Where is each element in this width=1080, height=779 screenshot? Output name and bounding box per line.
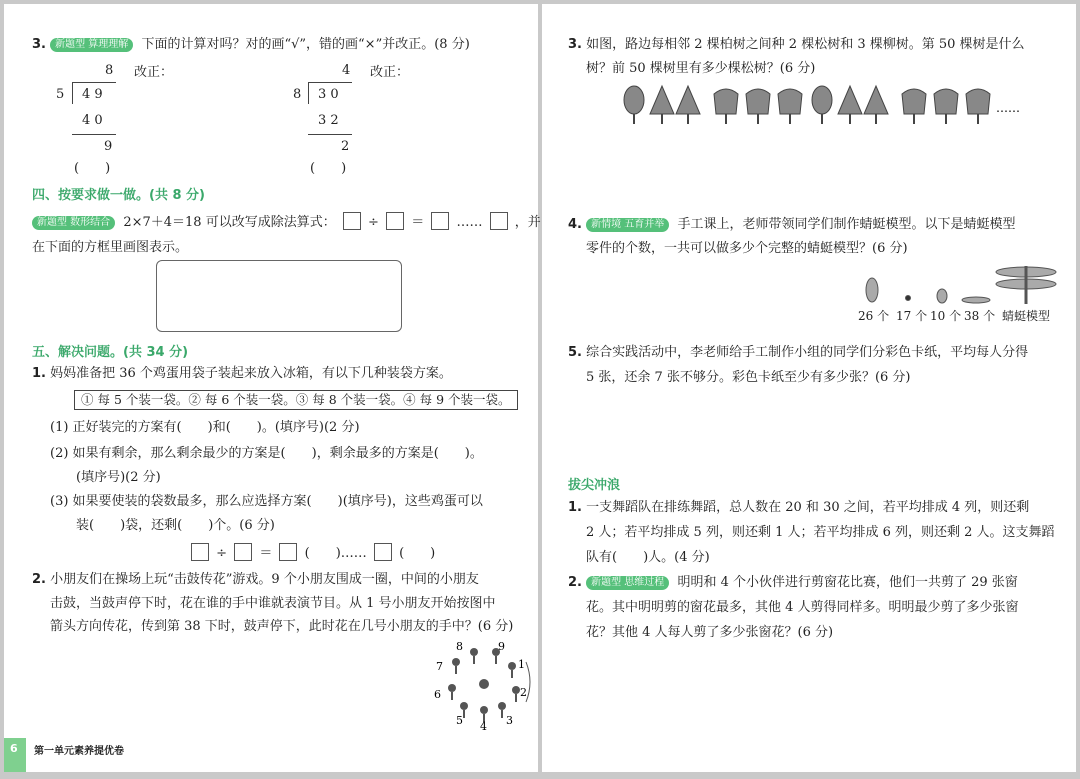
calc1-product: 4 0 xyxy=(82,113,103,128)
calc2-quotient: 4 xyxy=(342,63,351,78)
question-badge: 新题型 算理理解 xyxy=(50,38,133,52)
calc1-answer[interactable]: ( ) xyxy=(74,161,111,176)
calc2-bracket-top xyxy=(308,82,352,83)
question-badge: 新题型 数形结合 xyxy=(32,216,115,230)
question-3: 3. 新题型 算理理解 下面的计算对吗？对的画“√”，错的画“×”并改正。(8 分) xyxy=(32,37,470,52)
circle-label: 8 xyxy=(456,640,463,653)
section-4-text-line2: 在下面的方框里画图表示。 xyxy=(32,240,189,255)
left-page xyxy=(4,4,541,772)
question-5-1: 1. 妈妈准备把 36 个鸡蛋用袋子装起来放入冰箱，有以下几种装袋方案。 xyxy=(32,366,452,381)
question-5-2-line3: 箭头方向传花，传到第 38 下时，鼓声停下，此时花在几号小朋友的手中？(6 分) xyxy=(50,619,514,634)
section-4-text: 新题型 数形结合 2×7＋4＝18 可以改写成除法算式： ÷ ＝ …… ，并 xyxy=(32,212,541,232)
calc2-remainder: 2 xyxy=(341,139,350,154)
challenge-q1-line2: 2 人；若平均排成 5 列，则还剩 1 人；若平均排成 6 列，则还剩 2 人。这支舞蹈 xyxy=(586,525,1055,540)
footer-page-number: 6 xyxy=(10,742,18,755)
circle-label: 2 xyxy=(520,686,527,699)
calc1-underline xyxy=(72,134,116,135)
calc2-fix-label: 改正： xyxy=(370,65,410,80)
question-r4: 4. 新情境 五育并举 手工课上，老师带领同学们制作蜻蜓模型。以下是蜻蜓模型 xyxy=(568,217,1016,232)
circle-label: 5 xyxy=(456,714,463,727)
drawing-box[interactable] xyxy=(156,260,402,332)
calc1-quotient: 8 xyxy=(105,63,114,78)
section-4-title: 四、按要求做一做。(共 8 分) xyxy=(32,188,205,203)
footer-title: 第一单元素养提优卷 xyxy=(34,746,124,757)
answer-box[interactable] xyxy=(374,543,392,561)
sub-question-2b: (填序号)(2 分) xyxy=(76,470,161,485)
circle-label: 1 xyxy=(518,658,525,671)
answer-box[interactable] xyxy=(234,543,252,561)
calc2-dividend: 3 0 xyxy=(318,87,339,102)
answer-box[interactable] xyxy=(191,543,209,561)
formula-row: ÷ ＝ ( )…… ( ) xyxy=(188,543,435,563)
circle-label: 6 xyxy=(434,688,441,701)
challenge-q1: 1. 一支舞蹈队在排练舞蹈，总人数在 20 和 30 之间，若平均排成 4 列，则还剩 xyxy=(568,500,1030,515)
tree-ellipsis: …… xyxy=(996,101,1020,115)
circle-label: 4 xyxy=(480,720,487,730)
options-box: ① 每 5 个装一袋。② 每 6 个装一袋。③ 每 8 个装一袋。④ 每 9 个装一袋。 xyxy=(74,390,518,410)
question-r5-line2: 5 张，还余 7 张不够分。彩色卡纸至少有多少张？(6 分) xyxy=(586,370,911,385)
challenge-q2-line3: 花？其他 4 人每人剪了多少张窗花？(6 分) xyxy=(586,625,834,640)
section-5-title: 五、解决问题。(共 34 分) xyxy=(32,345,189,360)
circle-label: 9 xyxy=(498,640,505,653)
question-r3-line2: 树？前 50 棵树里有多少棵松树？(6 分) xyxy=(586,61,816,76)
circle-label: 3 xyxy=(506,714,513,727)
challenge-q1-line3: 队有( )人。(4 分) xyxy=(586,550,710,565)
calc2-bracket-side xyxy=(308,82,309,104)
part-label: 26 个 xyxy=(858,309,890,323)
sub-question-3: (3) 如果要使装的袋数最多，那么应选择方案( )(填序号)，这些鸡蛋可以 xyxy=(50,494,483,509)
calc2-answer[interactable]: ( ) xyxy=(310,161,347,176)
part-label: 38 个 xyxy=(964,309,996,323)
part-label: 10 个 xyxy=(930,309,962,323)
right-page xyxy=(542,4,1076,772)
question-r3: 3. 如图，路边每相邻 2 棵柏树之间种 2 棵松树和 3 棵柳树。第 50 棵树是什么 xyxy=(568,37,1025,52)
question-5-2: 2. 小朋友们在操场上玩“击鼓传花”游戏。9 个小朋友围成一圈，中间的小朋友 xyxy=(32,572,479,587)
question-r5: 5. 综合实践活动中，李老师给手工制作小组的同学们分彩色卡纸，平均每人分得 xyxy=(568,345,1029,360)
sub-question-1: (1) 正好装完的方案有( )和( )。(填序号)(2 分) xyxy=(50,420,360,435)
answer-box[interactable] xyxy=(386,212,404,230)
answer-box[interactable] xyxy=(431,212,449,230)
question-badge: 新情境 五育并举 xyxy=(586,218,669,232)
sub-question-3b: 装( )袋，还剩( )个。(6 分) xyxy=(76,518,275,533)
calc1-bracket-side xyxy=(72,82,73,104)
calc1-bracket-top xyxy=(72,82,116,83)
calc1-fix-label: 改正： xyxy=(134,65,174,80)
question-badge: 新题型 思维过程 xyxy=(586,576,669,590)
answer-box[interactable] xyxy=(343,212,361,230)
sub-question-2: (2) 如果有剩余，那么剩余最少的方案是( )，剩余最多的方案是( )。 xyxy=(50,446,483,461)
answer-box[interactable] xyxy=(279,543,297,561)
calc2-divisor: 8 xyxy=(293,87,302,102)
calc2-product: 3 2 xyxy=(318,113,339,128)
calc1-remainder: 9 xyxy=(104,139,113,154)
children-circle-illustration xyxy=(426,640,536,730)
calc1-divisor: 5 xyxy=(56,87,65,102)
question-r4-line2: 零件的个数，一共可以做多少个完整的蜻蜓模型？(6 分) xyxy=(586,241,908,256)
tree-row-illustration xyxy=(622,84,1022,128)
answer-box[interactable] xyxy=(490,212,508,230)
calc1-dividend: 4 9 xyxy=(82,87,103,102)
challenge-q2: 2. 新题型 思维过程 明明和 4 个小伙伴进行剪窗花比赛，他们一共剪了 29 张窗 xyxy=(568,575,1018,590)
question-5-2-line2: 击鼓，当鼓声停下时，花在谁的手中谁就表演节目。从 1 号小朋友开始按图中 xyxy=(50,596,496,611)
part-label: 17 个 xyxy=(896,309,928,323)
part-label: 蜻蜓模型 xyxy=(1002,309,1051,323)
circle-label: 7 xyxy=(436,660,443,673)
challenge-q2-line2: 花。其中明明剪的窗花最多，其他 4 人剪得同样多。明明最少剪了多少张窗 xyxy=(586,600,1019,615)
calc2-underline xyxy=(308,134,352,135)
challenge-title: 拔尖冲浪 xyxy=(568,478,621,493)
